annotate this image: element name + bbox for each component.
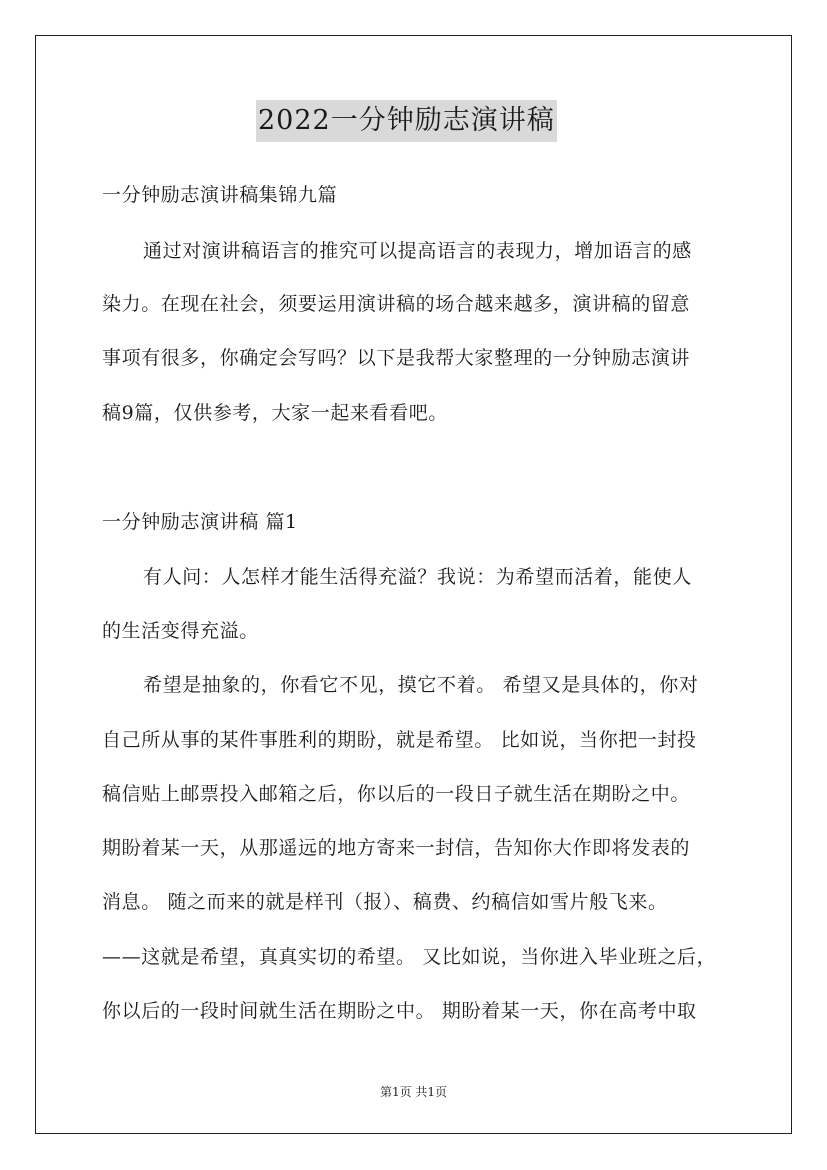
body-line: 期盼着某一天，从那遥远的地方寄来一封信，告知你大作即将发表的 bbox=[102, 837, 691, 859]
body-line: 有人问：人怎样才能生活得充溢？我说：为希望而活着，能使人 bbox=[143, 566, 692, 588]
body-line: 消息。 随之而来的就是样刊（报）、稿费、约稿信如雪片般飞来。 bbox=[102, 891, 668, 913]
body-line: ——这就是希望，真真实切的希望。 又比如说，当你进入毕业班之后， bbox=[102, 946, 717, 968]
body-line: 你以后的一段时间就生活在期盼之中。 期盼着某一天，你在高考中取 bbox=[102, 1000, 697, 1022]
intro-line: 稿9篇，仅供参考，大家一起来看看吧。 bbox=[102, 402, 448, 424]
document-title: 2022一分钟励志演讲稿 bbox=[256, 100, 557, 142]
body-line: 的生活变得充溢。 bbox=[102, 620, 259, 642]
body-line: 自己所从事的某件事胜利的期盼，就是希望。 比如说，当你把一封投 bbox=[102, 729, 697, 751]
intro-line: 染力。在现在社会，须要运用演讲稿的场合越来越多，演讲稿的留意 bbox=[102, 293, 691, 315]
page-footer: 第1页 共1页 bbox=[379, 1085, 448, 1099]
document-subtitle: 一分钟励志演讲稿集锦九篇 bbox=[102, 184, 338, 206]
body-line: 希望是抽象的，你看它不见，摸它不着。 希望又是具体的，你对 bbox=[143, 674, 699, 696]
section-heading: 一分钟励志演讲稿 篇1 bbox=[102, 511, 298, 533]
intro-line: 事项有很多，你确定会写吗？以下是我帮大家整理的一分钟励志演讲 bbox=[102, 347, 691, 369]
intro-line: 通过对演讲稿语言的推究可以提高语言的表现力，增加语言的感 bbox=[143, 240, 692, 262]
body-line: 稿信贴上邮票投入邮箱之后，你以后的一段日子就生活在期盼之中。 bbox=[102, 783, 691, 805]
